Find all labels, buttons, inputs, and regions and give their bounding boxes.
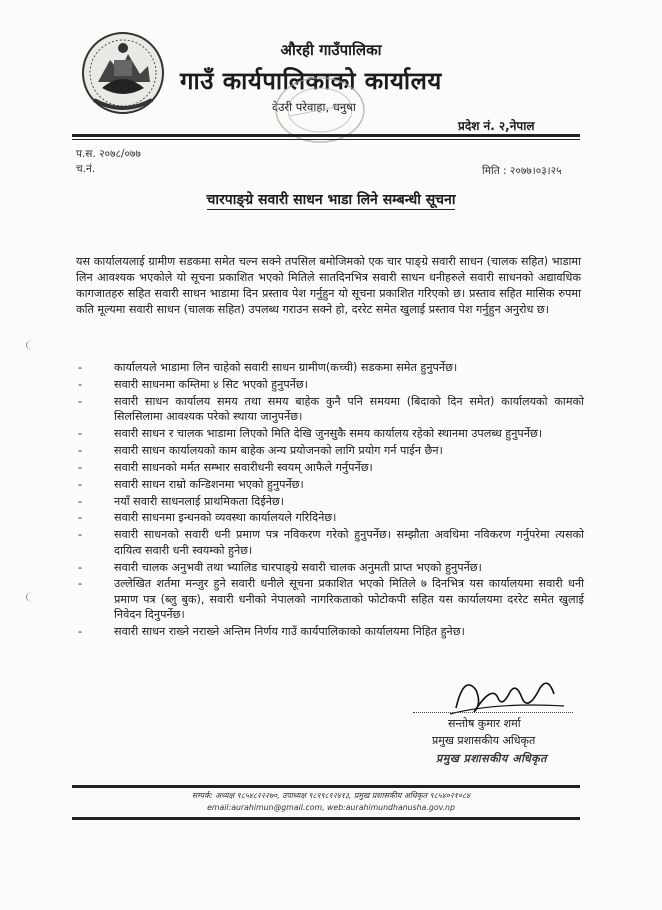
office-name: गाउँ कार्यपालिकाको कार्यालय (180, 67, 442, 95)
footer-rule-bottom (72, 817, 580, 820)
signature-line (413, 712, 573, 713)
footer-contact: सम्पर्क: अध्यक्ष ९८५४८२२२७०, उपाध्यक्ष ९८१९८१२४१३, प्रमुख प्रशासकीय अधिकृत ९८५४०२१०८४ (191, 791, 471, 800)
dispatch-number: च.नं. (76, 163, 96, 175)
list-item: - सवारी साधनमा कम्तिमा ४ सिट भएको हुनुपर्नेछ। (78, 377, 308, 391)
office-address: देउरी परेवाहा, धनुषा (272, 100, 356, 114)
designation-stamp: प्रमुख प्रशासकीय अधिकृत (436, 752, 547, 765)
header-rule-thick (72, 134, 580, 137)
list-item: - सवारी साधनको मर्मत सम्भार सवारीधनी स्वयम् आफैले गर्नुपर्नेछ। (78, 460, 373, 474)
signatory-name: सन्तोष कुमार शर्मा (448, 717, 521, 730)
punch-mark (26, 592, 39, 602)
list-item: - सवारी साधनको सवारी धनी प्रमाण पत्र नविकरण गरेको हुनुपर्नेछ। सम्झौता अवधिमा नविकरण गर्नुपरेमा त्यसको दायित्व सवारी धनी स्वयम्को हुनेछ। (78, 528, 584, 557)
signatory-designation: प्रमुख प्रशासकीय अधिकृत (432, 734, 536, 747)
notice-title (0, 190, 662, 209)
list-item: - सवारी साधन राम्रो कन्डिशनमा भएको हुनुपर्नेछ। (78, 477, 304, 491)
list-item: - सवारी साधन राख्ने नराख्ने अन्तिम निर्णय गाउँ कार्यपालिकाको कार्यालयमा निहित हुनेछ। (78, 624, 465, 638)
list-item: - सवारी साधन र चालक भाडामा लिएको मिति देखि जुनसुकै समय कार्यालय रहेको स्थानमा उपलब्ध हुनुपर्नेछ। (78, 426, 543, 440)
office-seal-icon (270, 70, 370, 150)
list-item: - सवारी चालक अनुभवी तथा भ्यालिड चारपाङ्ग्रे सवारी चालक अनुमती प्राप्त भएको हुनुपर्नेछ। (78, 560, 482, 574)
list-item: - नयाँ सवारी साधनलाई प्राथमिकता दिईनेछ। (78, 494, 284, 508)
notice-title-text: चारपाङ्ग्रे सवारी साधन भाडा लिने सम्बन्धी सूचना (206, 192, 456, 208)
footer-rule-top (72, 785, 580, 788)
list-item: - कार्यालयले भाडामा लिन चाहेको सवारी साधन ग्रामीण(कच्ची) सडकमा समेत हुनुपर्नेछ। (78, 361, 458, 374)
list-item: - सवारी साधनमा इन्धनको व्यवस्था कार्यालयले गरिदिनेछ। (78, 511, 337, 525)
list-item: - उल्लेखित शर्तमा मन्जुर हुने सवारी धनीले सूचना प्रकाशित भएको मितिले ७ दिनभित्र यस कार्यालयमा सवारी धनी प्रमाण पत्र (ब्लु बुक), सवारी धनीको नेपालको नागरिकताको फोटोकपी सहित यस कार्यालयमा दररेट समेत खुलाई निवेदन दिनुपर्नेछ। (78, 577, 584, 621)
conditions-list (76, 360, 584, 641)
province-label: प्रदेश नं. २,नेपाल (458, 119, 535, 133)
municipality-name: औरही गाउँपालिका (280, 41, 382, 59)
letter-number: प.स. २०७८/०७७ (76, 148, 141, 160)
punch-mark (26, 340, 39, 350)
list-item: - सवारी साधन कार्यालय समय तथा समय बाहेक कुनै पनि समयमा (बिदाको दिन समेत) कार्यालयको कामको सिलसिलामा आवश्यक परेको स्थाया जानुपर्नेछ। (78, 394, 584, 424)
notice-body: यस कार्यालयलाई ग्रामीण सडकमा समेत चल्न सक्ने तपसिल बमोजिमको एक चार पाङ्ग्रे सवारी साधन (चालक सहित) भाडामा लिन आवश्यक भएकोले यो सूचना प्रकाशित भएको मितिले सातदिनभित्र सवारी साधन धनीहरुले सवारी साधनको अद्यावधिक कागजातहरु सहित सवारी साधन भाडामा दिन प्रस्ताव पेश गर्नुहुन यो सूचना प्रकाशित गरिएको छ। प्रस्ताव सहित मासिक रुपमा कति मूल्यमा सवारी साधन (चालक सहित) उपलब्ध गराउन सक्ने हो, दररेट समेत खुलाई प्रस्ताव पेश गर्नुहुन अनुरोध छ। (76, 255, 581, 316)
header-rule-thin (72, 139, 580, 140)
letter-date: मिति : २०७७।०३।२५ (482, 165, 562, 177)
footer-web: email:aurahimun@gmail.com, web:aurahimundhanusha.gov.np (207, 803, 455, 812)
list-item: - सवारी साधन कार्यालयको काम बाहेक अन्य प्रयोजनको लागि प्रयोग गर्न पाईन छैन। (78, 443, 443, 457)
